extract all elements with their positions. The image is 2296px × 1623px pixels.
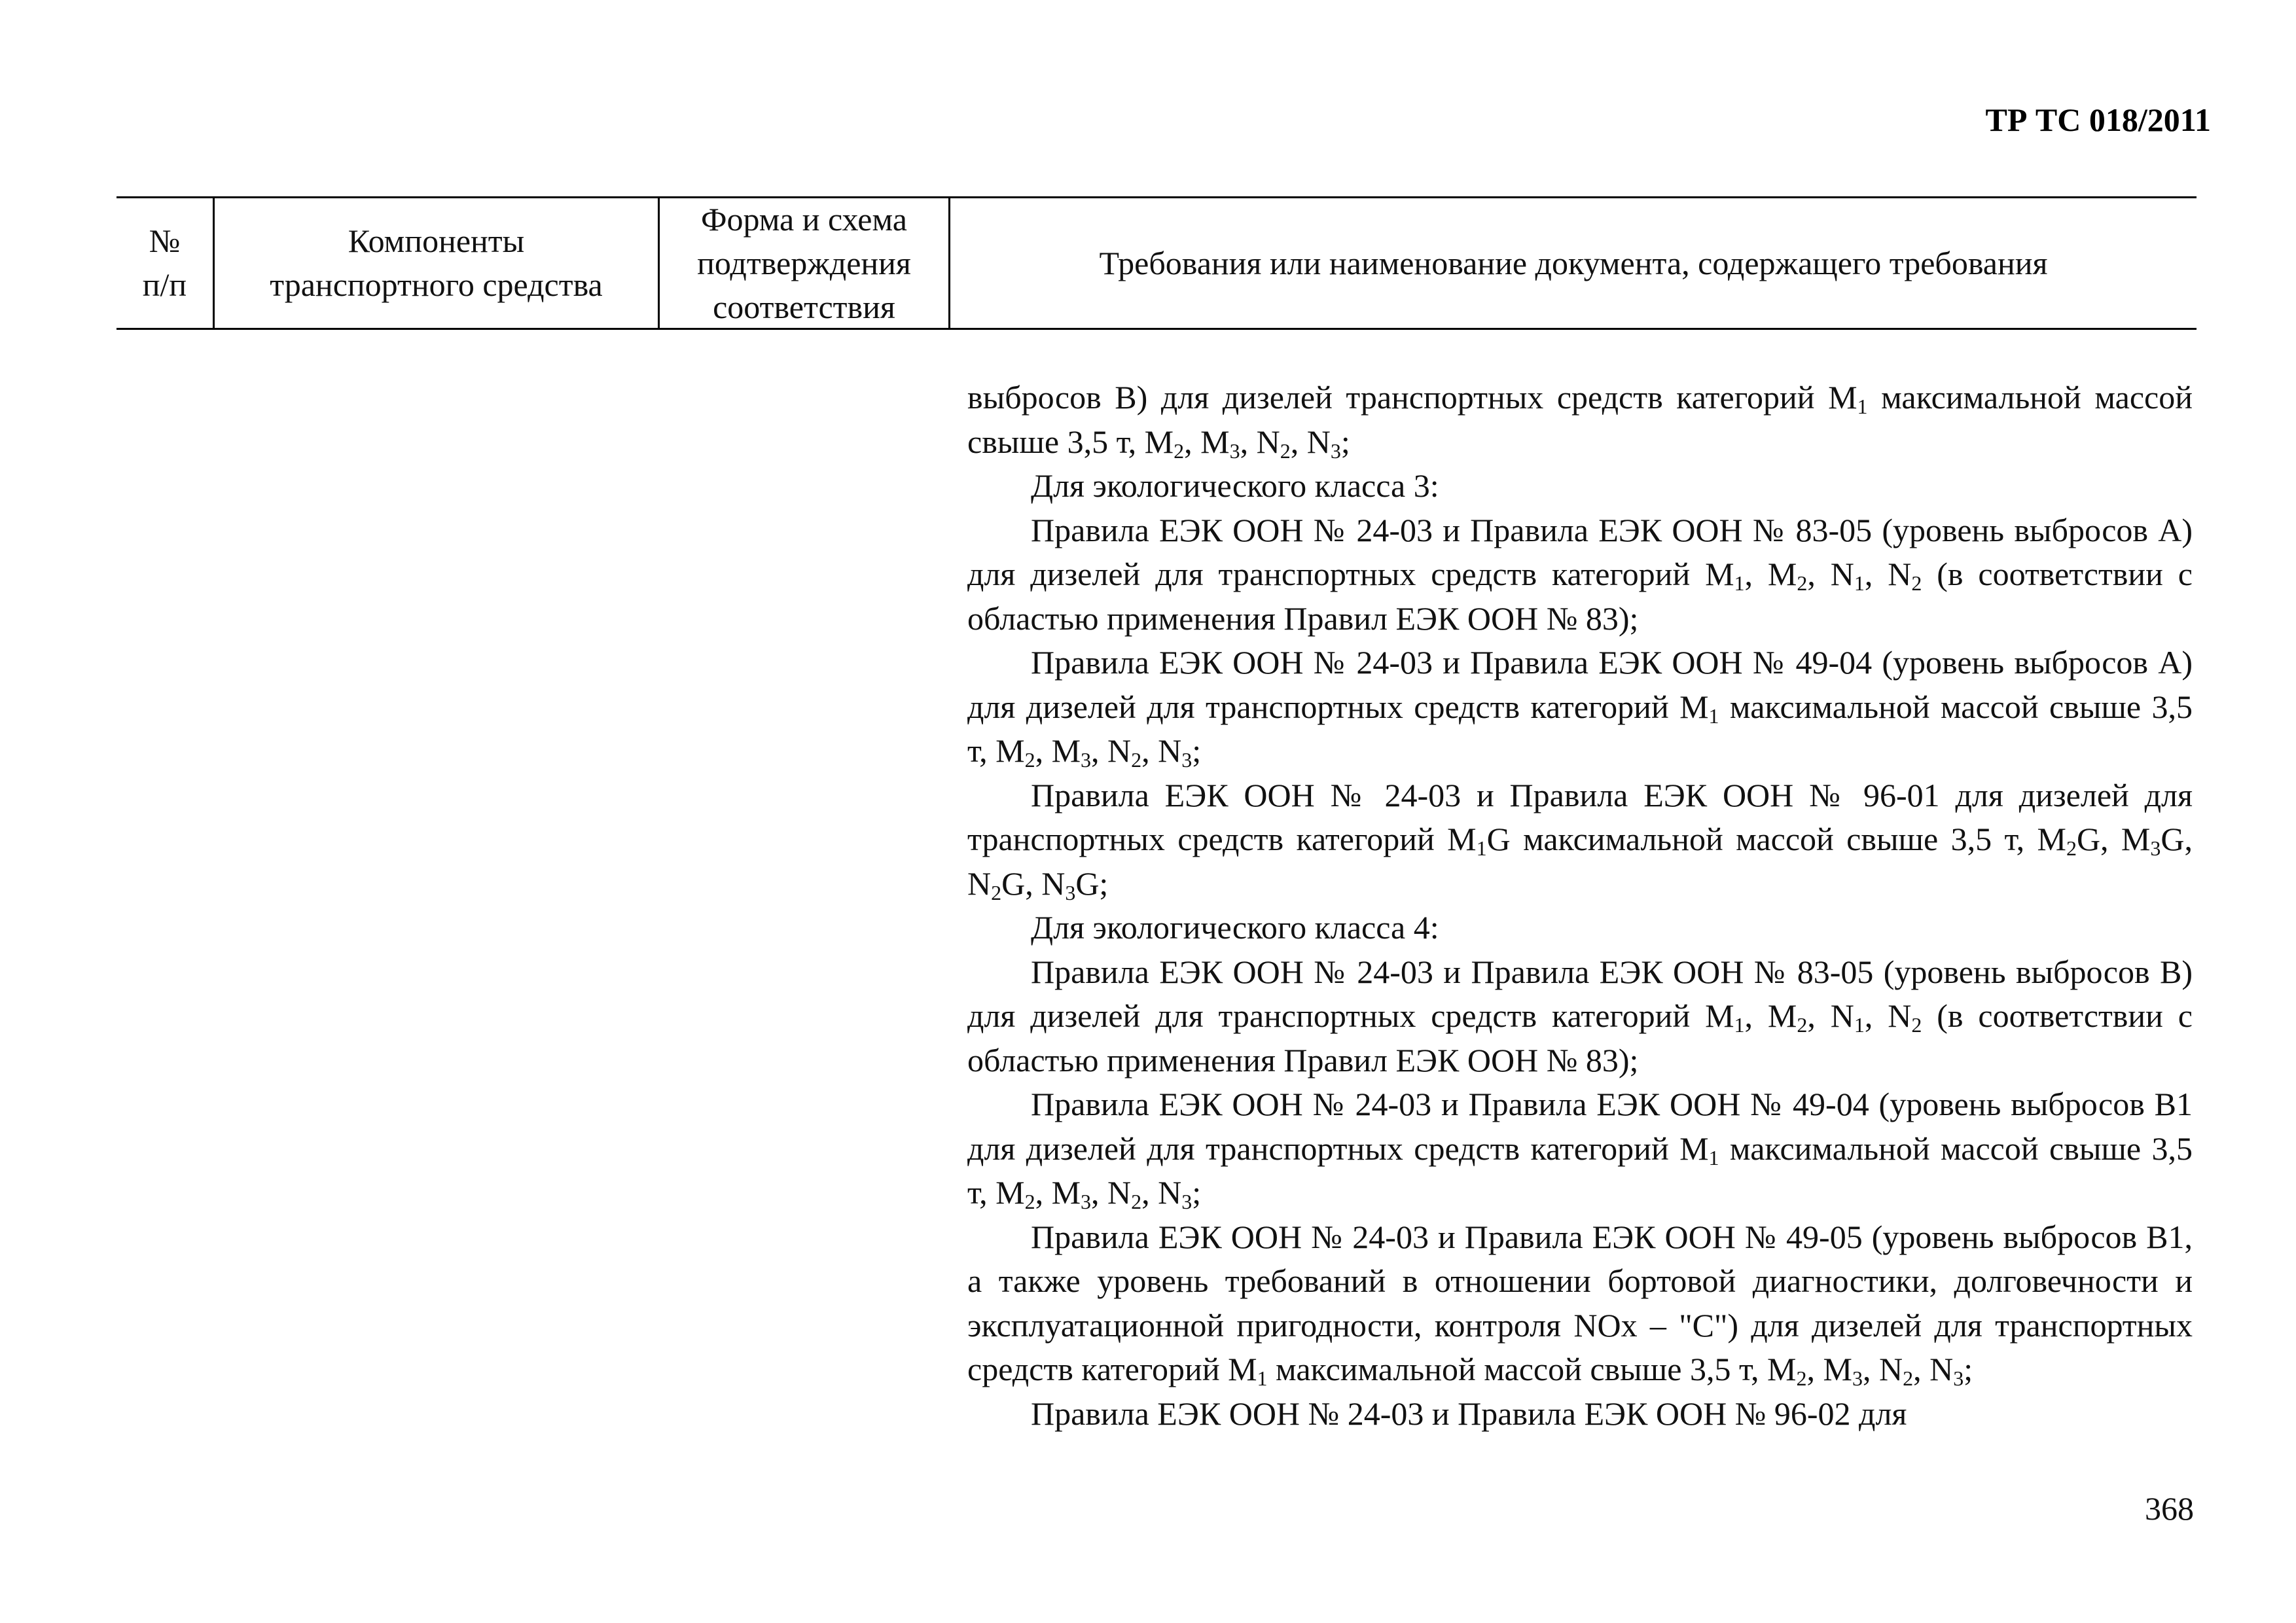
table-header xyxy=(117,196,2197,330)
header-number-label: № xyxy=(149,223,181,259)
requirements-paragraph: Правила ЕЭК ООН № 24-03 и Правила ЕЭК ООН № 83-05 (уровень выбросов B) для дизелей для транспортных средств категорий $M_1$, $M_2$, $N_1$, $N_2$ (в соответствии с областью применения Правил ЕЭК ООН № 83); xyxy=(967,953,2193,1079)
requirements-paragraph: выбросов B) для дизелей транспортных средств категорий $M_1$ максимальной массой свыше 3,5 т, $M_2$, $M_3$, $N_2$, $N_3$; xyxy=(967,379,2193,463)
requirements-paragraph: Для экологического класса 4: xyxy=(1031,909,1439,946)
requirements-paragraph: Правила ЕЭК ООН № 24-03 и Правила ЕЭК ООН № 96-02 для xyxy=(1031,1395,1907,1432)
requirements-text-block xyxy=(967,376,2193,1436)
requirements-paragraph: Правила ЕЭК ООН № 24-03 и Правила ЕЭК ООН № 49-04 (уровень выбросов B1 для дизелей для транспортных средств категорий $M_1$ максимальной массой свыше 3,5 т, $M_2$, $M_3$, $N_2$, $N_3$; xyxy=(967,1086,2193,1213)
header-components-line2: транспортного средства xyxy=(270,266,603,303)
requirements-paragraph: Правила ЕЭК ООН № 24-03 и Правила ЕЭК ООН № 83-05 (уровень выбросов А) для дизелей для транспортных средств категорий $M_1$, $M_2$, $N_1$, $N_2$ (в соответствии с областью применения Правил ЕЭК ООН № 83); xyxy=(967,511,2193,637)
header-cell-requirements xyxy=(950,198,2197,328)
header-cell-components xyxy=(215,198,660,328)
requirements-paragraph: Для экологического класса 3: xyxy=(1031,467,1439,504)
requirements-paragraph: Правила ЕЭК ООН № 24-03 и Правила ЕЭК ООН № 49-05 (уровень выбросов B1, а также уровень требований в отношении бортовой диагностики, долговечности и эксплуатационной пригодности, контроля NOx – "C") для дизелей для транспортных средств категорий $M_1$ максимальной массой свыше 3,5 т, $M_2$, $M_3$, $N_2$, $N_3$; xyxy=(967,1218,2193,1390)
header-components-line1: Компоненты xyxy=(348,223,525,259)
page-number: 368 xyxy=(2145,1490,2194,1527)
requirements-paragraph: Правила ЕЭК ООН № 24-03 и Правила ЕЭК ООН № 96-01 для дизелей для транспортных средств категорий $M_1G$ максимальной массой свыше 3,5 т, $M_2G$, $M_3G$, $N_2G$, $N_3G$; xyxy=(967,776,2193,904)
header-requirements-label: Требования или наименование документа, содержащего требования xyxy=(1099,244,2048,281)
requirements-paragraph: Правила ЕЭК ООН № 24-03 и Правила ЕЭК ООН № 49-04 (уровень выбросов A) для дизелей для транспортных средств категорий $M_1$ максимальной массой свыше 3,5 т, $M_2$, $M_3$, $N_2$, $N_3$; xyxy=(967,644,2193,772)
header-form-line3: соответствия xyxy=(713,288,895,325)
header-form-line1: Форма и схема xyxy=(701,200,907,238)
document-code: ТР ТС 018/2011 xyxy=(1985,101,2211,138)
header-cell-form xyxy=(660,198,950,328)
header-form-line2: подтверждения xyxy=(697,244,911,281)
header-cell-number xyxy=(117,198,215,328)
header-number-sublabel: п/п xyxy=(142,266,187,303)
